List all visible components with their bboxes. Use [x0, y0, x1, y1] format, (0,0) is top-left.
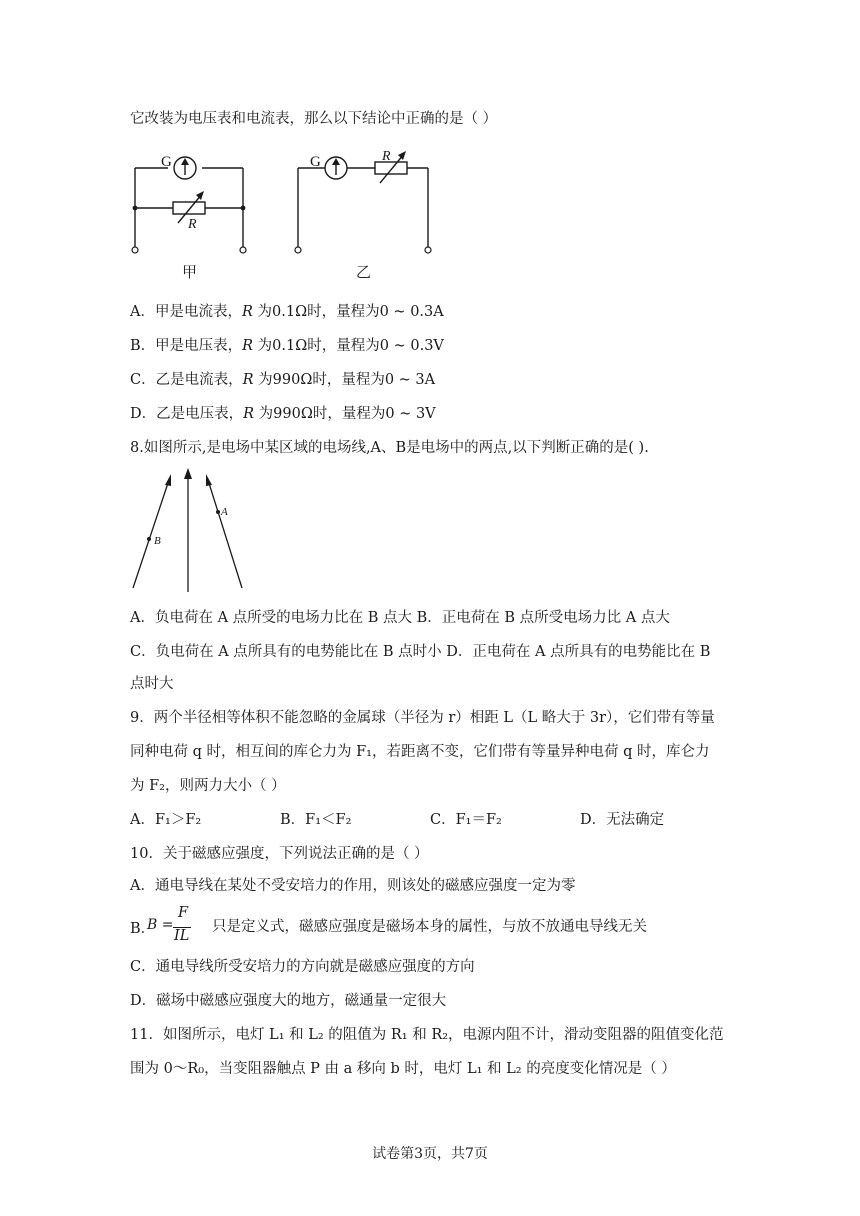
q8-options-cd-cont: 点时大 [130, 676, 174, 692]
q11-stem-line2: 围为 0～R₀，当变阻器触点 P 由 a 移向 b 时，电灯 L₁ 和 L₂ 的亮度变化情况是（ ） [130, 1061, 676, 1077]
q9-stem-line1: 9．两个半径相等体积不能忽略的金属球（半径为 r）相距 L（L 略大于 3r），它们带有等量 [130, 710, 715, 726]
q7-option-a: A．甲是电流表，R 为0.1Ω时，量程为0 ~ 0.3A [130, 304, 444, 320]
q10-option-c: C．通电导线所受安培力的方向就是磁感应强度的方向 [130, 959, 475, 975]
q7-option-d: D．乙是电压表，R 为990Ω时，量程为0 ~ 3V [130, 406, 436, 422]
q7-stem: 它改装为电压表和电流表，那么以下结论中正确的是（ ） [130, 111, 498, 127]
q10-option-b-text: 只是定义式，磁感应强度是磁场本身的属性，与放不放通电导线无关 [212, 919, 647, 935]
q10-option-a: A．通电导线在某处不受安培力的作用，则该处的磁感应强度一定为零 [130, 878, 576, 894]
figure-label-yi: 乙 [356, 263, 372, 281]
figure-label-jia: 甲 [182, 263, 198, 281]
q8-stem: 8.如图所示,是电场中某区域的电场线,A、B是电场中的两点,以下判断正确的是( ). [130, 440, 649, 456]
page-footer: 试卷第3页，共7页 [372, 1146, 488, 1162]
q7-option-c: C．乙是电流表，R 为990Ω时，量程为0 ~ 3A [130, 372, 436, 388]
q10-option-d: D．磁场中磁感应强度大的地方，磁通量一定很大 [130, 993, 447, 1009]
resistor-label-left: R [188, 217, 197, 232]
q9-option-a: A．F₁＞F₂ [130, 812, 202, 828]
galvanometer-label-right: G [310, 154, 321, 170]
q7-option-b: B．甲是电压表，R 为0.1Ω时，量程为0 ~ 0.3V [130, 338, 444, 354]
q11-stem-line1: 11．如图所示，电灯 L₁ 和 L₂ 的阻值为 R₁ 和 R₂，电源内阻不计，滑动变阻器的阻值变化范 [130, 1027, 724, 1043]
q9-stem-line3: 为 F₂，则两力大小（ ） [130, 778, 286, 794]
q9-option-b: B．F₁＜F₂ [280, 812, 352, 828]
q8-options-cd: C．负电荷在 A 点所具有的电势能比在 B 点时小 D．正电荷在 A 点所具有的电势能比在 B [130, 644, 711, 660]
q10-option-b-formula: B． B = F IL [130, 905, 190, 944]
point-a-label: A [221, 506, 228, 518]
resistor-label-right: R [382, 149, 391, 164]
q10-stem: 10．关于磁感应强度，下列说法正确的是（ ） [130, 846, 429, 862]
q8-options-ab: A．负电荷在 A 点所受的电场力比在 B 点大 B．正电荷在 B 点所受电场力比 A 点大 [130, 610, 670, 626]
q9-option-c: C．F₁＝F₂ [430, 812, 502, 828]
q8-field-lines-figure [125, 468, 255, 598]
q9-stem-line2: 同种电荷 q 时，相互间的库仑力为 F₁，若距离不变，它们带有等量异种电荷 q 时，库仑力 [130, 744, 710, 760]
point-b-label: B [154, 535, 161, 547]
q7-circuit-figure [120, 145, 450, 285]
galvanometer-label-left: G [161, 154, 172, 170]
q9-option-d: D．无法确定 [580, 812, 665, 828]
